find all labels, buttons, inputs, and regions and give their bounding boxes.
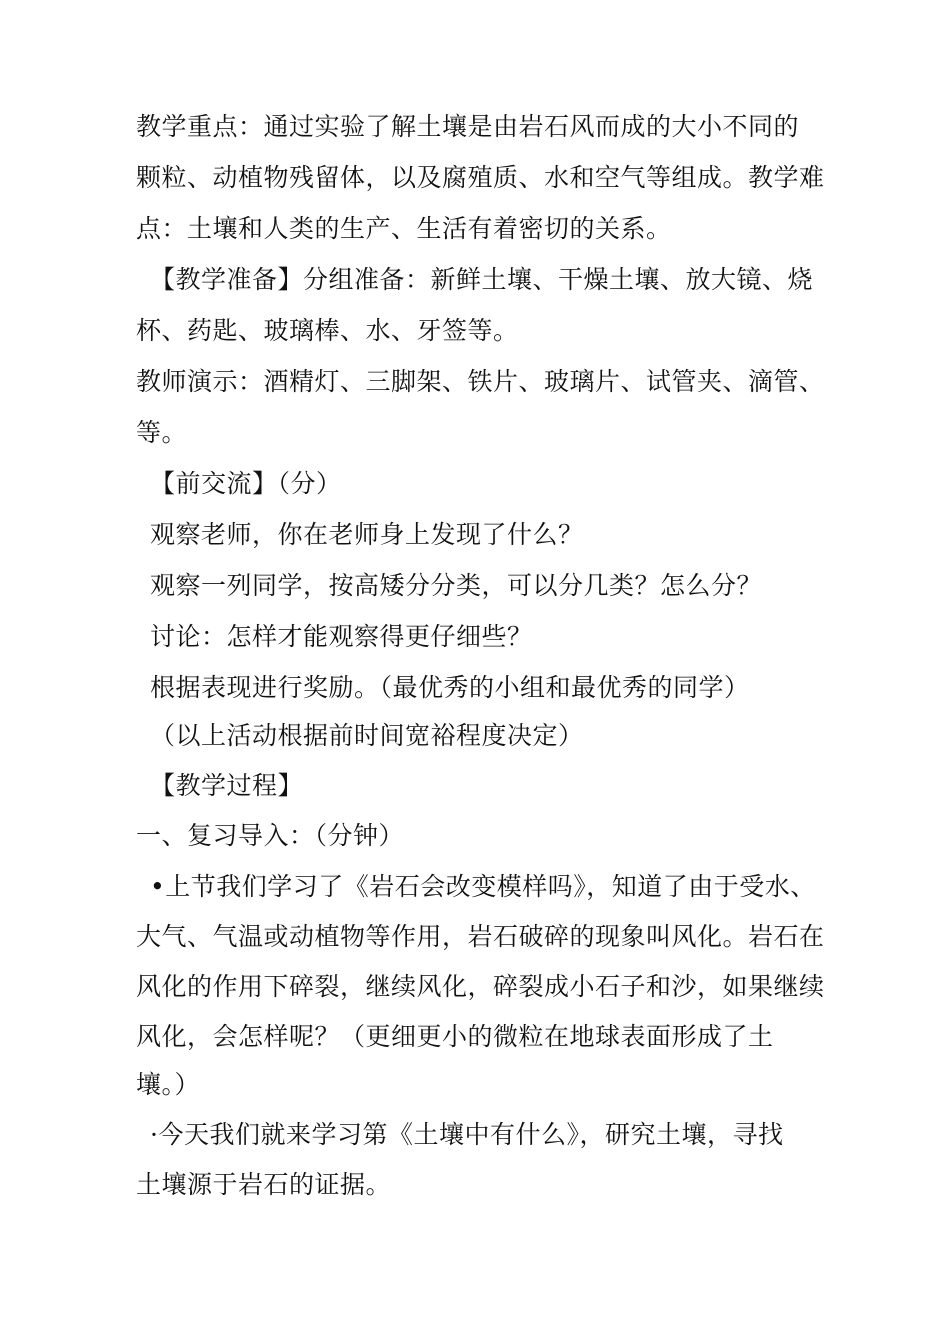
text-line: 风化，会怎样呢？（更细更小的微粒在地球表面形成了土 — [136, 1022, 774, 1051]
text-line: 壤。） — [136, 1070, 201, 1099]
text-line: 【教学准备】分组准备：新鲜土壤、干燥土壤、放大镜、烧 — [150, 265, 814, 294]
text-line: 观察老师，你在老师身上发现了什么？ — [150, 520, 584, 549]
section-heading: 【教学过程】 — [150, 771, 304, 800]
text-line: 根据表现进行奖励。（最优秀的小组和最优秀的同学） — [150, 673, 750, 702]
text-line: ·今天我们就来学习第《土壤中有什么》，研究土壤，寻找 — [150, 1120, 784, 1149]
text-line: 杯、药匙、玻璃棒、水、牙签等。 — [136, 316, 519, 345]
subsection-heading: 一、复习导入：（分钟） — [136, 821, 405, 850]
text-line: 点：土壤和人类的生产、生活有着密切的关系。 — [136, 214, 672, 243]
text-line: （以上活动根据前时间宽裕程度决定） — [150, 721, 584, 750]
text-line: 讨论：怎样才能观察得更仔细些？ — [150, 622, 533, 651]
section-heading: 【前交流】（分） — [150, 469, 342, 498]
text-line: •上节我们学习了《岩石会改变模样吗》，知道了由于受水、 — [150, 872, 816, 901]
text-line: 颗粒、动植物残留体，以及腐殖质、水和空气等组成。教学难 — [136, 163, 825, 192]
text-line: 等。 — [136, 418, 188, 447]
text-line: 土壤源于岩石的证据。 — [136, 1170, 392, 1199]
text-line: 教学重点：通过实验了解土壤是由岩石风而成的大小不同的 — [136, 112, 800, 141]
text-line: 观察一列同学，按高矮分分类，可以分几类？怎么分？ — [150, 571, 763, 600]
text-line: 风化的作用下碎裂，继续风化，碎裂成小石子和沙，如果继续 — [136, 972, 825, 1001]
text-line: 大气、气温或动植物等作用，岩石破碎的现象叫风化。岩石在 — [136, 922, 825, 951]
text-line: 教师演示：酒精灯、三脚架、铁片、玻璃片、试管夹、滴管、 — [136, 367, 825, 396]
